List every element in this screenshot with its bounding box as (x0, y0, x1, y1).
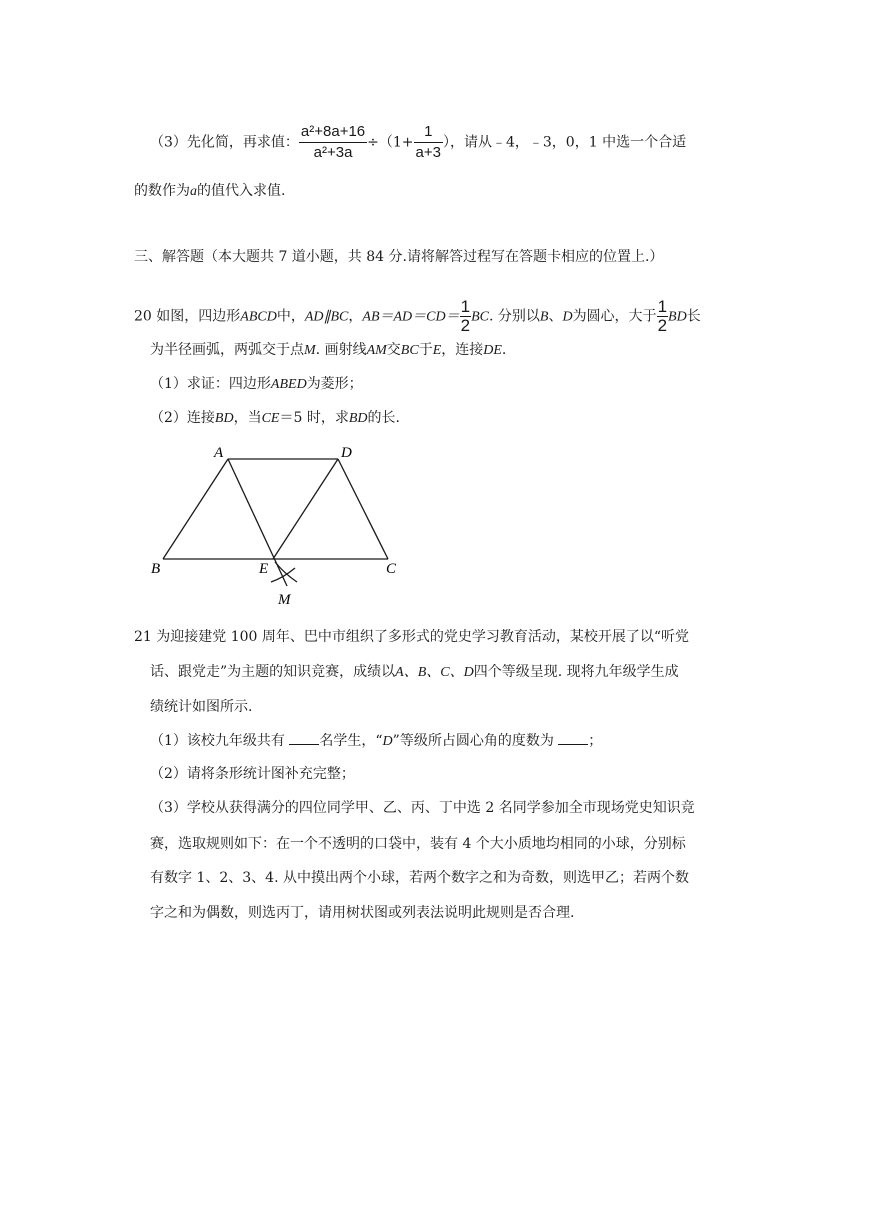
fraction-denominator: a²+3a (313, 144, 353, 161)
segment-de (273, 459, 338, 559)
q19-3-line1: （3）先化简，再求值： $\frac{\text{a²+8a+16}}{\text{a²+3a}}$ ÷（1+ $\frac{1}{a+3}$ ），请从﹣4，﹣3，0，1 中选一个合适 (150, 123, 687, 161)
geometry-figure (145, 440, 415, 615)
q20-line2: 为半径画弧，两弧交于点M. 画射线AM交BC于E，连接DE. (150, 342, 507, 358)
answer-blank-2[interactable] (558, 730, 588, 745)
fraction-numerator: a²+8a+16 (299, 122, 367, 143)
fraction-expression (299, 122, 367, 163)
q21-line1: 21 为迎接建党 100 周年、巴中市组织了多形式的党史学习教育活动，某校开展了以“听党 (134, 629, 690, 645)
q21-line3: 绩统计如图所示. (150, 699, 253, 715)
q21-sub3-line4: 字之和为偶数，则选丙丁，请用树状图或列表法说明此规则是否合理. (150, 905, 575, 921)
ray-am (228, 459, 287, 586)
label-m: M (278, 592, 291, 608)
q20-sub2: （2）连接BD，当CE＝5 时，求BD的长. (150, 410, 400, 426)
label-a: A (214, 445, 224, 461)
answer-blank[interactable] (289, 730, 319, 745)
q20-line1: 20 如图，四边形ABCD中，AD∥BC，AB＝AD＝CD＝ $\frac{1}{2}$ BC. 分别以B、D为圆心，大于 $\frac{1}{2}$ BD长 (134, 297, 701, 335)
q21-sub2: （2）请将条形统计图补充完整； (150, 766, 355, 782)
q21-sub1: （1）该校九年级共有 名学生，“D”等级所占圆心角的度数为 ； (150, 730, 602, 752)
segment-dc (338, 459, 388, 559)
q21-sub3-line1: （3）学校从获得满分的四位同学甲、乙、丙、丁中选 2 名同学参加全市现场党史知识竞 (150, 800, 695, 816)
fraction-expression-2: $\frac{1}{a+3}$ (415, 123, 441, 161)
label-b: B (151, 561, 161, 577)
q21-sub3-line3: 有数字 1、2、3、4. 从中摸出两个小球，若两个数字之和为奇数，则选甲乙；若两个数 (150, 870, 689, 886)
q19-3-line2: 的数作为a的值代入求值. (134, 183, 286, 199)
half-fraction-2: $\frac{1}{2}$ (657, 297, 668, 335)
section-heading: 三、解答题（本大题共 7 道小题，共 84 分.请将解答过程写在答题卡相应的位置上.） (134, 249, 664, 265)
segment-ab (163, 459, 228, 559)
label-d: D (341, 445, 352, 461)
q21-sub3-line2: 赛，选取规则如下：在一个不透明的口袋中，装有 4 个大小质地均相同的小球，分别标 (150, 836, 686, 852)
q21-line2: 话、跟党走”为主题的知识竞赛，成绩以A、B、C、D四个等级呈现. 现将九年级学生成 (150, 664, 679, 680)
label-e: E (259, 561, 269, 577)
half-fraction: $\frac{1}{2}$ (460, 297, 471, 335)
q20-sub1: （1）求证：四边形ABED为菱形； (150, 376, 363, 392)
label-c: C (386, 561, 397, 577)
